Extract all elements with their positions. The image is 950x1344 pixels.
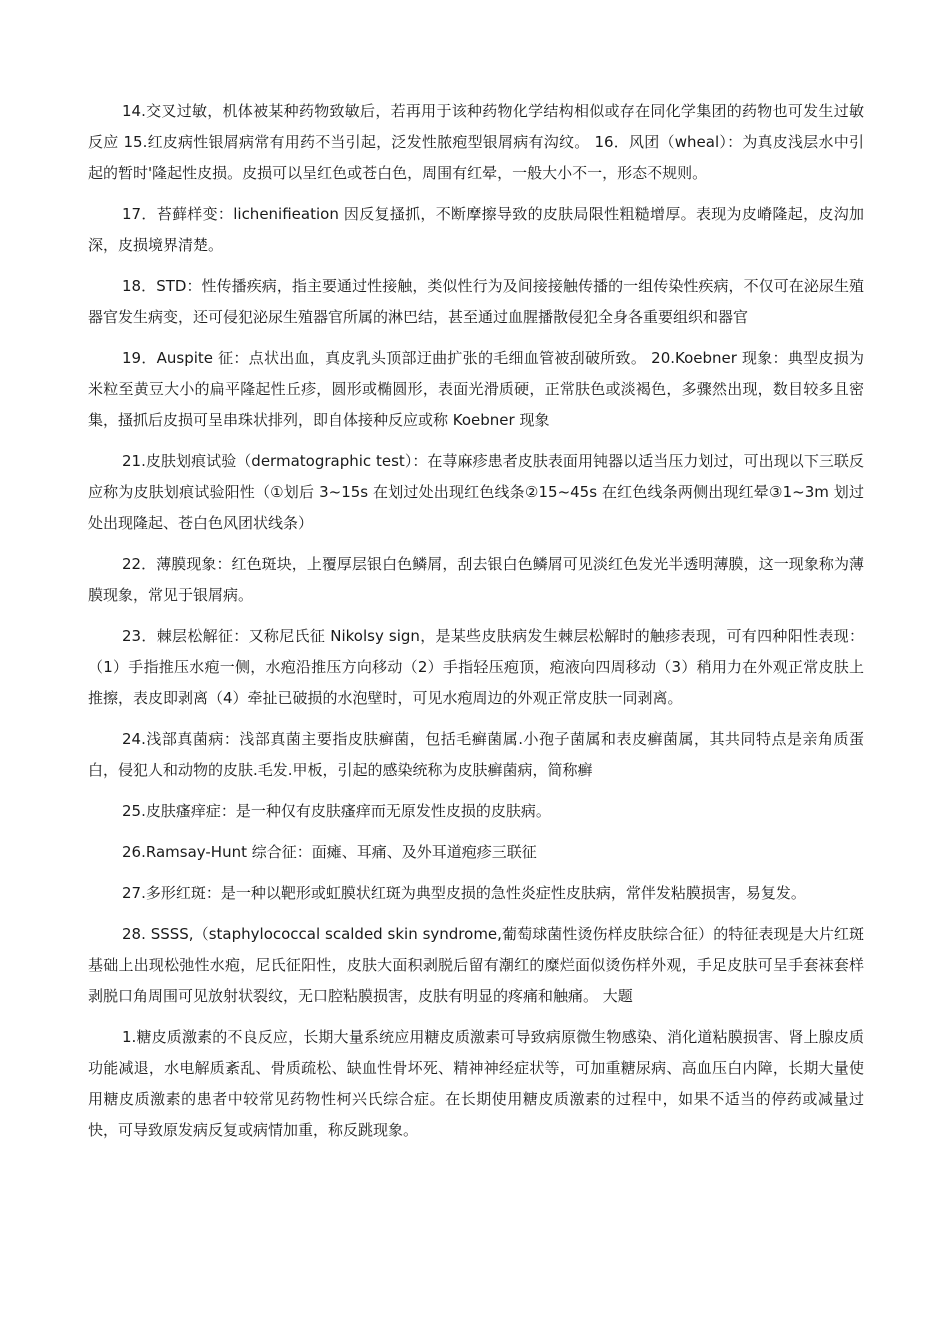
paragraph-19-20: 19．Auspite 征：点状出血，真皮乳头顶部迂曲扩张的毛细血管被刮破所致。 20.Koebner 现象：典型皮损为米粒至黄豆大小的扁平隆起性丘疹，圆形或椭圆形，表面光滑质硬，正常肤色或淡褐色，多骤然出现，数目较多且密集，搔抓后皮损可呈串珠状排列，即自体接种反应或称 Koebner 现象 [88, 349, 864, 429]
paragraph-23: 23．棘层松解征：又称尼氏征 Nikolsy sign，是某些皮肤病发生棘层松解时的触疹表现，可有四种阳性表现：（1）手指推压水疱一侧，水疱沿推压方向移动（2）手指轻压疱顶，疱液向四周移动（3）稍用力在外观正常皮肤上推擦，表皮即剥离（4）牵扯已破损的水泡壁时，可见水疱周边的外观正常皮肤一同剥离。 [88, 627, 864, 707]
paragraph-26: 26.Ramsay-Hunt 综合征：面瘫、耳痛、及外耳道疱疹三联征 [122, 843, 537, 861]
paragraph-major-1: 1.糖皮质激素的不良反应，长期大量系统应用糖皮质激素可导致病原微生物感染、消化道粘膜损害、肾上腺皮质功能减退，水电解质紊乱、骨质疏松、缺血性骨坏死、精神神经症状等，可加重糖尿病、高血压白内障，长期大量使用糖皮质激素的患者中较常见药物性柯兴氏综合症。在长期使用糖皮质激素的过程中，如果不适当的停药或减量过快，可导致原发病反复或病情加重，称反跳现象。 [88, 1028, 864, 1139]
paragraph-27: 27.多形红斑：是一种以靶形或虹膜状红斑为典型皮损的急性炎症性皮肤病，常伴发粘膜损害，易复发。 [122, 884, 806, 902]
paragraph-18: 18．STD：性传播疾病，指主要通过性接触，类似性行为及间接接触传播的一组传染性疾病，不仅可在泌尿生殖器官发生病变，还可侵犯泌尿生殖器官所属的淋巴结，甚至通过血腥播散侵犯全身各重要组织和器官 [88, 277, 864, 326]
document-page [88, 96, 864, 1156]
paragraph-28: 28. SSSS,（staphylococcal scalded skin syndrome,葡萄球菌性烫伤样皮肤综合征）的特征表现是大片红斑基础上出现松弛性水疱，尼氏征阳性，皮肤大面积剥脱后留有潮红的糜烂面似烫伤样外观，手足皮肤可呈手套袜套样剥脱口角周围可见放射状裂纹，无口腔粘膜损害，皮肤有明显的疼痛和触痛。 大题 [88, 925, 864, 1005]
paragraph-17: 17．苔藓样变：lichenifieation 因反复搔抓，不断摩擦导致的皮肤局限性粗糙增厚。表现为皮嵴隆起，皮沟加深，皮损境界清楚。 [88, 205, 864, 254]
paragraph-14-16: 14.交叉过敏，机体被某种药物致敏后，若再用于该种药物化学结构相似或存在同化学集团的药物也可发生过敏反应 15.红皮病性银屑病常有用药不当引起，泛发性脓疱型银屑病有沟纹。 16．风团（wheal）：为真皮浅层水中引起的暂时'隆起性皮损。皮损可以呈红色或苍白色，周围有红晕，一般大小不一，形态不规则。 [88, 102, 864, 182]
paragraph-24: 24.浅部真菌病：浅部真菌主要指皮肤癣菌，包括毛癣菌属.小孢子菌属和表皮癣菌属，其共同特点是亲角质蛋白，侵犯人和动物的皮肤.毛发.甲板，引起的感染统称为皮肤癣菌病，简称癣 [88, 730, 864, 779]
paragraph-22: 22．薄膜现象：红色斑块，上覆厚层银白色鳞屑，刮去银白色鳞屑可见淡红色发光半透明薄膜，这一现象称为薄膜现象，常见于银屑病。 [88, 555, 864, 604]
paragraph-21: 21.皮肤划痕试验（dermatographic test）：在荨麻疹患者皮肤表面用钝器以适当压力划过，可出现以下三联反应称为皮肤划痕试验阳性（①划后 3~15s 在划过处出现红色线条②15~45s 在红色线条两侧出现红晕③1~3m 划过处出现隆起、苍白色风团状线条） [88, 452, 864, 532]
paragraph-25: 25.皮肤瘙痒症：是一种仅有皮肤瘙痒而无原发性皮损的皮肤病。 [122, 802, 551, 820]
